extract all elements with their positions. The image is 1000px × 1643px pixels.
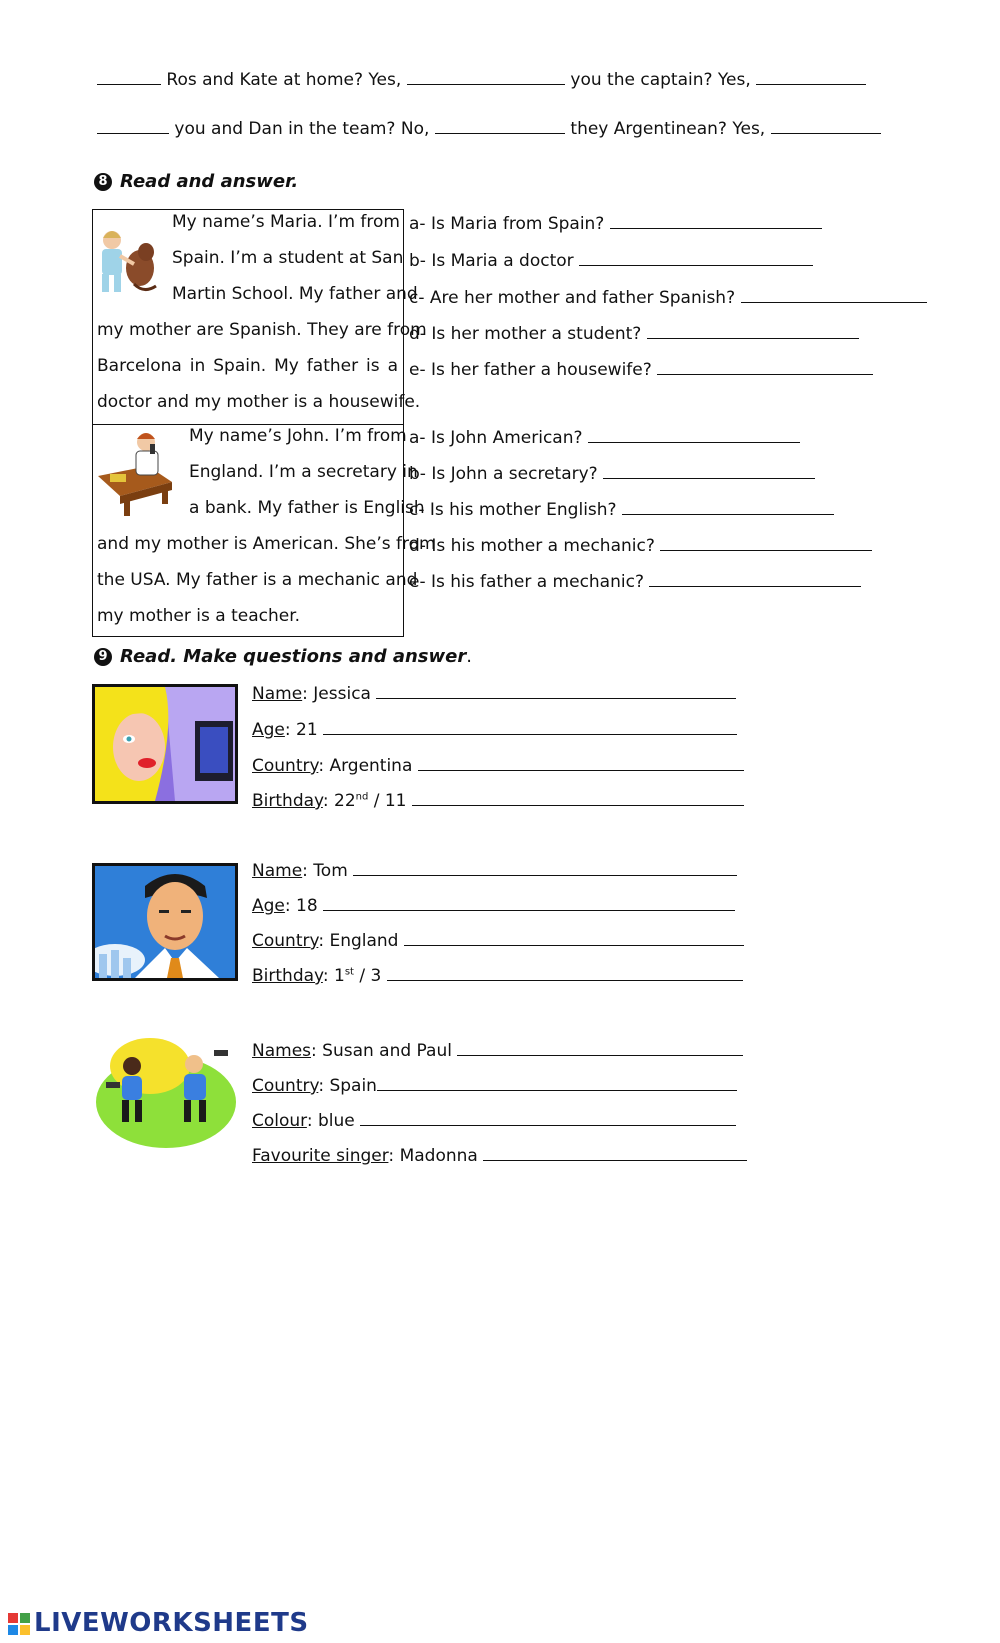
answer-blank[interactable]: [588, 441, 800, 443]
man-portrait-picture: [92, 863, 238, 981]
answer-blank[interactable]: [771, 132, 881, 134]
answer-blank[interactable]: [579, 264, 813, 266]
answer-blank[interactable]: [501, 132, 565, 134]
answer-blank[interactable]: [407, 83, 501, 85]
answer-blank[interactable]: [323, 733, 737, 735]
answer-blank[interactable]: [387, 979, 743, 981]
answer-blank[interactable]: [97, 83, 161, 85]
exercise9-heading: 9 Read. Make questions and answer.: [94, 646, 472, 667]
woman-at-computer-picture: [92, 684, 238, 804]
answer-blank[interactable]: [622, 513, 834, 515]
two-people-exercising-picture: [94, 1036, 238, 1152]
answer-blank[interactable]: [603, 477, 815, 479]
exercise7-row1-right: you the captain? Yes,: [501, 70, 866, 90]
exercise7-row2-right: they Argentinean? Yes,: [501, 119, 881, 139]
answer-blank[interactable]: [97, 132, 169, 134]
answer-blank[interactable]: [435, 132, 507, 134]
number-badge: 8: [94, 173, 112, 191]
answer-blank[interactable]: [647, 337, 859, 339]
man-on-phone-picture: [96, 430, 176, 518]
answer-blank[interactable]: [418, 769, 744, 771]
answer-blank[interactable]: [483, 1159, 747, 1161]
reading-box-divider: [92, 424, 404, 425]
answer-blank[interactable]: [756, 83, 866, 85]
answer-blank[interactable]: [610, 227, 822, 229]
exercise8-heading: 8 Read and answer.: [94, 171, 298, 192]
answer-blank[interactable]: [377, 1089, 737, 1091]
exercise7-row1-left: Ros and Kate at home? Yes,: [97, 70, 501, 90]
answer-blank[interactable]: [412, 804, 744, 806]
girl-with-dog-picture: [94, 226, 160, 296]
answer-blank[interactable]: [660, 549, 872, 551]
logo-grid-icon: [8, 1613, 30, 1635]
answer-blank[interactable]: [353, 874, 737, 876]
answer-blank[interactable]: [404, 944, 744, 946]
exercise7-row2-left: you and Dan in the team? No,: [97, 119, 507, 139]
answer-blank[interactable]: [457, 1054, 743, 1056]
answer-blank[interactable]: [657, 373, 873, 375]
answer-blank[interactable]: [501, 83, 565, 85]
answer-blank[interactable]: [741, 301, 927, 303]
answer-blank[interactable]: [376, 697, 736, 699]
answer-blank[interactable]: [360, 1124, 736, 1126]
answer-blank[interactable]: [323, 909, 735, 911]
number-badge: 9: [94, 648, 112, 666]
answer-blank[interactable]: [649, 585, 861, 587]
liveworksheets-logo: LIVEWORKSHEETS: [8, 1608, 309, 1638]
